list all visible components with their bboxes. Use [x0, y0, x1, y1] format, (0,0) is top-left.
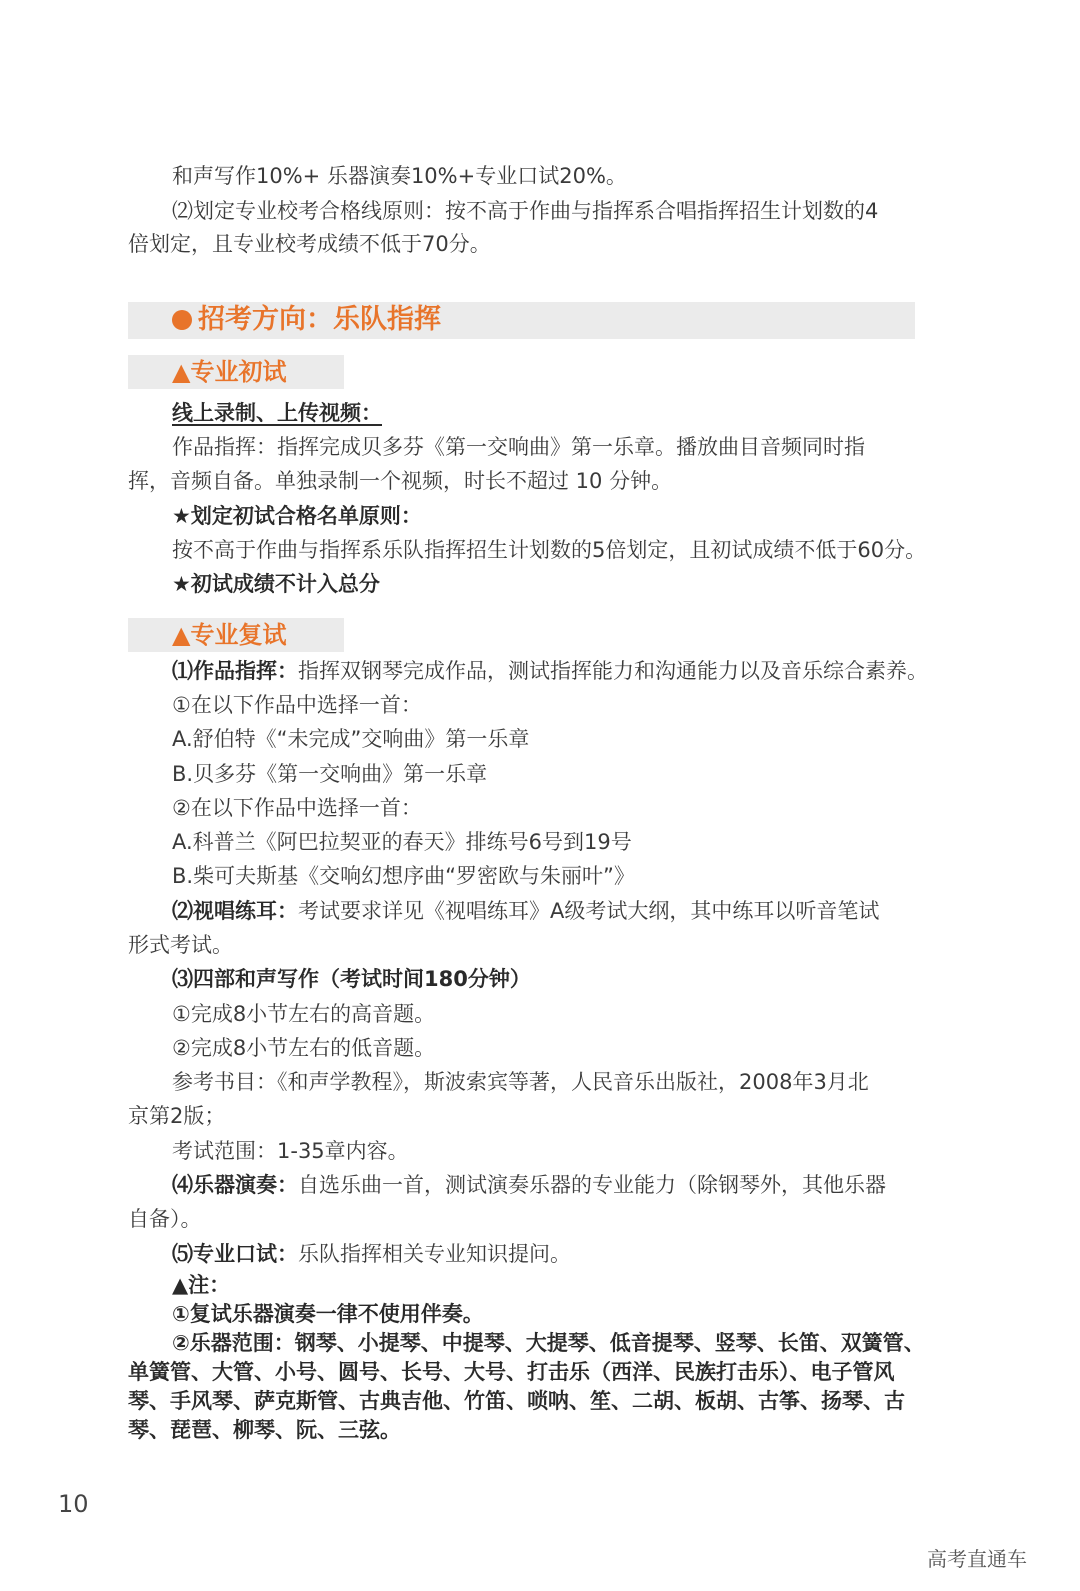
intro-line-2: ⑵划定专业校考合格线原则：按不高于作曲与指挥系合唱指挥招生计划数的4 — [172, 199, 879, 223]
retest-item-4 — [172, 1168, 917, 1202]
intro-line-3: 倍划定，且专业校考成绩不低于70分。 — [128, 232, 491, 256]
section-title — [172, 300, 441, 340]
retest-item-1-b: ②在以下作品中选择一首： — [172, 796, 422, 820]
prelim-work-line-2: 挥，音频自备。单独录制一个视频，时长不超过 10 分钟。 — [128, 469, 673, 493]
retest-item-5 — [172, 1237, 917, 1271]
page-number: 10 — [58, 1490, 89, 1518]
retest-item-4-cont: 自备）。 — [128, 1207, 202, 1231]
prelim-rule-title: ★划定初试合格名单原则： — [172, 504, 422, 528]
retest-item-3-ref-2: 京第2版； — [128, 1104, 226, 1128]
retest-item-1-a1: A.舒伯特《“未完成”交响曲》第一乐章 — [172, 727, 530, 751]
retest-item-3-ref-1: 参考书目：《和声学教程》，斯波索宾等著，人民音乐出版社，2008年3月北 — [172, 1070, 869, 1094]
retest-item-3-scope: 考试范围：1-35章内容。 — [172, 1139, 409, 1163]
intro-line-1: 和声写作10%+ 乐器演奏10%+专业口试20%。 — [172, 164, 627, 188]
prelim-note: ★初试成绩不计入总分 — [172, 572, 380, 596]
retest-note-2-line-1: ②乐器范围：钢琴、小提琴、中提琴、大提琴、低音提琴、竖琴、长笛、双簧管、 — [172, 1331, 925, 1355]
prelim-title: ▲专业初试 — [172, 358, 287, 386]
retest-item-1-label: ⑴作品指挥： — [172, 659, 298, 683]
retest-note-2-line-2: 单簧管、大管、小号、圆号、长号、大号、打击乐（西洋、民族打击乐）、电子管风 — [128, 1360, 895, 1384]
retest-item-2-label: ⑵视唱练耳： — [172, 899, 298, 923]
prelim-rule-text: 按不高于作曲与指挥系乐队指挥招生计划数的5倍划定，且初试成绩不低于60分。 — [172, 538, 927, 562]
prelim-method: 线上录制、上传视频： — [172, 401, 382, 425]
section-title-text: 招考方向：乐队指挥 — [198, 304, 441, 335]
retest-item-1 — [172, 654, 928, 688]
retest-item-1-b2: B.柴可夫斯基《交响幻想序曲“罗密欧与朱丽叶”》 — [172, 864, 635, 888]
retest-note-title: ▲注： — [172, 1273, 231, 1297]
retest-item-5-label: ⑸专业口试： — [172, 1242, 298, 1266]
retest-item-2-cont: 形式考试。 — [128, 933, 233, 957]
retest-title: ▲专业复试 — [172, 621, 287, 649]
retest-item-2 — [172, 894, 917, 928]
retest-item-4-label: ⑷乐器演奏： — [172, 1173, 298, 1197]
retest-note-2-line-3: 琴、手风琴、萨克斯管、古典吉他、竹笛、唢呐、笙、二胡、板胡、古筝、扬琴、古 — [128, 1389, 905, 1413]
retest-note-2-line-4: 琴、琵琶、柳琴、阮、三弦。 — [128, 1418, 401, 1442]
retest-item-3-a: ①完成8小节左右的高音题。 — [172, 1002, 436, 1026]
bullet-dot-icon — [172, 310, 192, 330]
retest-item-1-b1: A.科普兰《阿巴拉契亚的春天》排练号6号到19号 — [172, 830, 632, 854]
watermark: 高考直通车 — [927, 1547, 1027, 1571]
retest-item-3-b: ②完成8小节左右的低音题。 — [172, 1036, 436, 1060]
retest-item-1-text: 指挥双钢琴完成作品，测试指挥能力和沟通能力以及音乐综合素养。 — [298, 659, 928, 683]
retest-item-1-a2: B.贝多芬《第一交响曲》第一乐章 — [172, 762, 488, 786]
retest-item-2-text: 考试要求详见《视唱练耳》A级考试大纲，其中练耳以听音笔试 — [298, 899, 880, 923]
retest-item-1-a: ①在以下作品中选择一首： — [172, 693, 422, 717]
retest-item-4-text: 自选乐曲一首，测试演奏乐器的专业能力（除钢琴外，其他乐器 — [298, 1173, 886, 1197]
retest-item-3-title: ⑶四部和声写作（考试时间180分钟） — [172, 967, 531, 991]
prelim-work-line-1: 作品指挥：指挥完成贝多芬《第一交响曲》第一乐章。播放曲目音频同时指 — [172, 435, 865, 459]
retest-item-5-text: 乐队指挥相关专业知识提问。 — [298, 1242, 571, 1266]
retest-note-1: ①复试乐器演奏一律不使用伴奏。 — [172, 1302, 484, 1326]
